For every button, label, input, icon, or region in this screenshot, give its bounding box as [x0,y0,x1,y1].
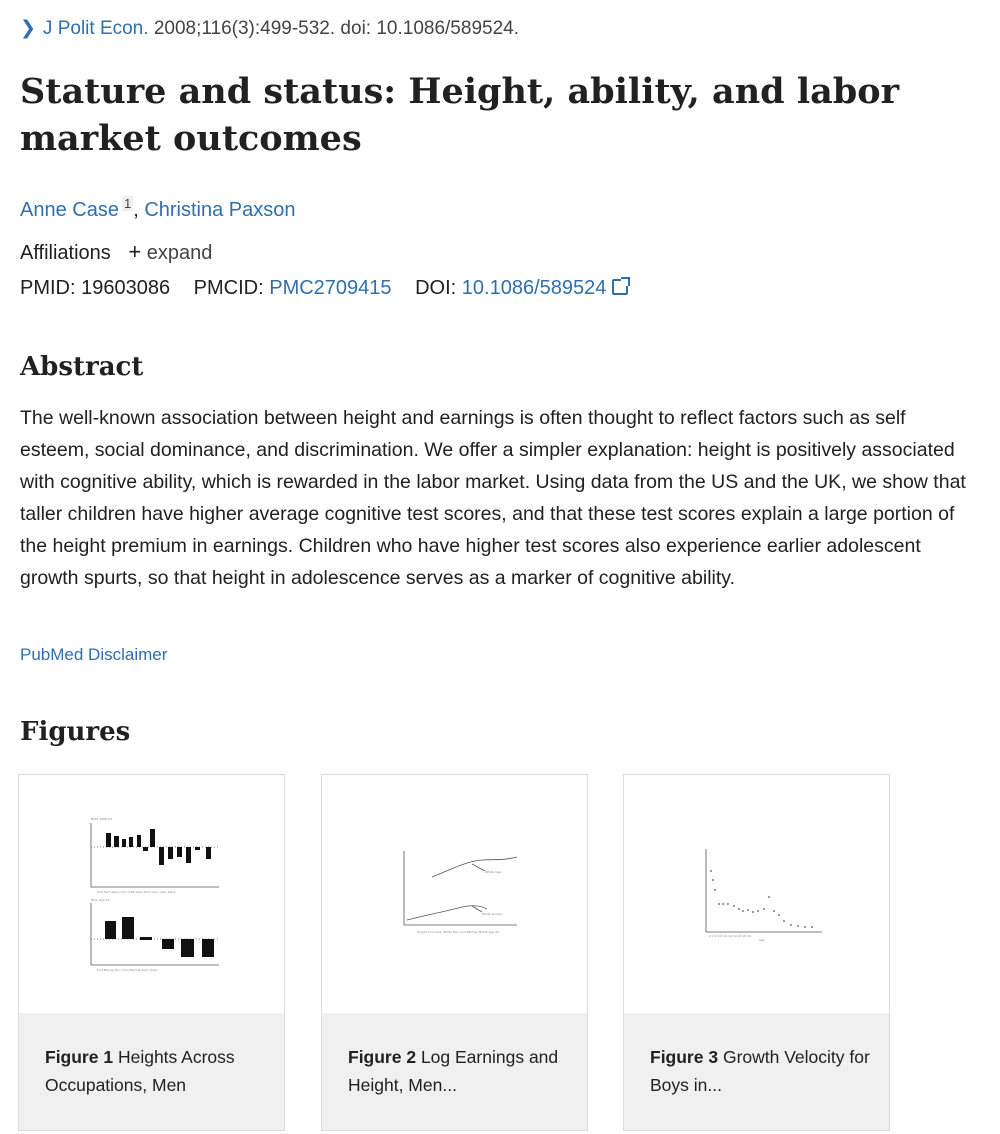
doi-label: DOI: [415,277,457,299]
figures-heading: Figures [20,717,131,747]
affiliations-label: Affiliations [20,242,111,264]
author-link[interactable]: Christina Paxson [144,199,296,221]
svg-text:White women: White women [482,912,503,916]
affiliation-marker[interactable]: 1 [123,196,132,211]
svg-text:Prof Manag Non-man Manual Semi: Prof Manag Non-man Manual Semi Unsk [97,968,158,972]
figure-card[interactable] [321,774,588,1131]
pmcid-label: PMCID: [193,277,264,299]
figure-label: Figure 2 [348,1047,417,1067]
figure-caption [322,1013,587,1130]
expand-affiliations-button[interactable]: expand [146,242,213,264]
pmid-label: PMID: [20,277,76,299]
svg-text:BCS, Age 30: BCS, Age 30 [91,898,110,902]
affiliations-row [20,238,212,267]
figure-label: Figure 3 [650,1047,719,1067]
figure-caption-text: Growth Velocity for Boys in... [650,1047,870,1095]
page-title: Stature and status: Height, ability, and labor market outcomes [20,71,900,159]
svg-text:Prof Tech Sales Cler Craft Ope: Prof Tech Sales Cler Craft Oper Farm Serv Labr Trans [97,890,176,894]
abstract-text: The well-known association between height and earnings is often thought to reflect factors such as self esteem, social dominance, and discrimination. We offer a simpler explanation: height is positively associated with cognitive ability, which is rewarded in the labor market. Using data from the US and the UK, we show that taller children have higher average cognitive test scores, and that these test scores explain a large portion of the height premium in earnings. Children who have higher test scores also experience earlier adolescent growth spurts, so that height in adolescence serves as a marker of cognitive ability. [20,407,966,589]
external-link-icon[interactable] [612,279,628,295]
pmid-value: 19603086 [81,277,171,299]
author-link[interactable]: Anne Case [20,199,119,221]
figure-caption [19,1013,284,1130]
citation [20,15,519,43]
figure-3-thumbnail-image [624,775,889,1013]
svg-text:0 2 4 6 8 10 12 14 16: 0 2 4 6 8 10 12 14 16 18 20 [709,934,751,938]
figure-card[interactable] [18,774,285,1131]
citation-details: 2008;116(3):499-532. doi: 10.1086/589524. [153,18,519,39]
pubmed-disclaimer-link[interactable]: PubMed Disclaimer [20,645,168,664]
figure-caption-text: Heights Across Occupations, Men [45,1047,235,1095]
figure-label: Figure 1 [45,1047,114,1067]
svg-text:age: age [759,938,765,942]
abstract-heading: Abstract [20,352,144,382]
figure-1-thumbnail-image [19,775,284,1013]
svg-text:Height in inches, White Men an: Height in inches, White Men and Women NCDS Age 33 [417,930,500,934]
svg-text:White men: White men [485,870,502,874]
author-list: Anne Case $^1$ , Christina Paxson [20,196,296,221]
figure-thumbnail[interactable] [19,775,284,1013]
identifiers [20,274,628,302]
figure-caption-text: Log Earnings and Height, Men... [348,1047,559,1095]
figure-2-thumbnail-image [322,775,587,1013]
figure-card[interactable] [623,774,890,1131]
doi-link[interactable]: 10.1086/589524 [461,277,607,299]
journal-link[interactable]: J Polit Econ. [42,18,149,39]
figure-thumbnail[interactable] [322,775,587,1013]
svg-text:NHIS 1986-94: NHIS 1986-94 [91,817,112,821]
figure-caption [624,1013,889,1130]
pmcid-link[interactable]: PMC2709415 [269,277,392,299]
plus-icon[interactable]: + [128,239,142,264]
chevron-right-icon[interactable]: ❯ [20,18,36,39]
figure-thumbnail[interactable] [624,775,889,1013]
